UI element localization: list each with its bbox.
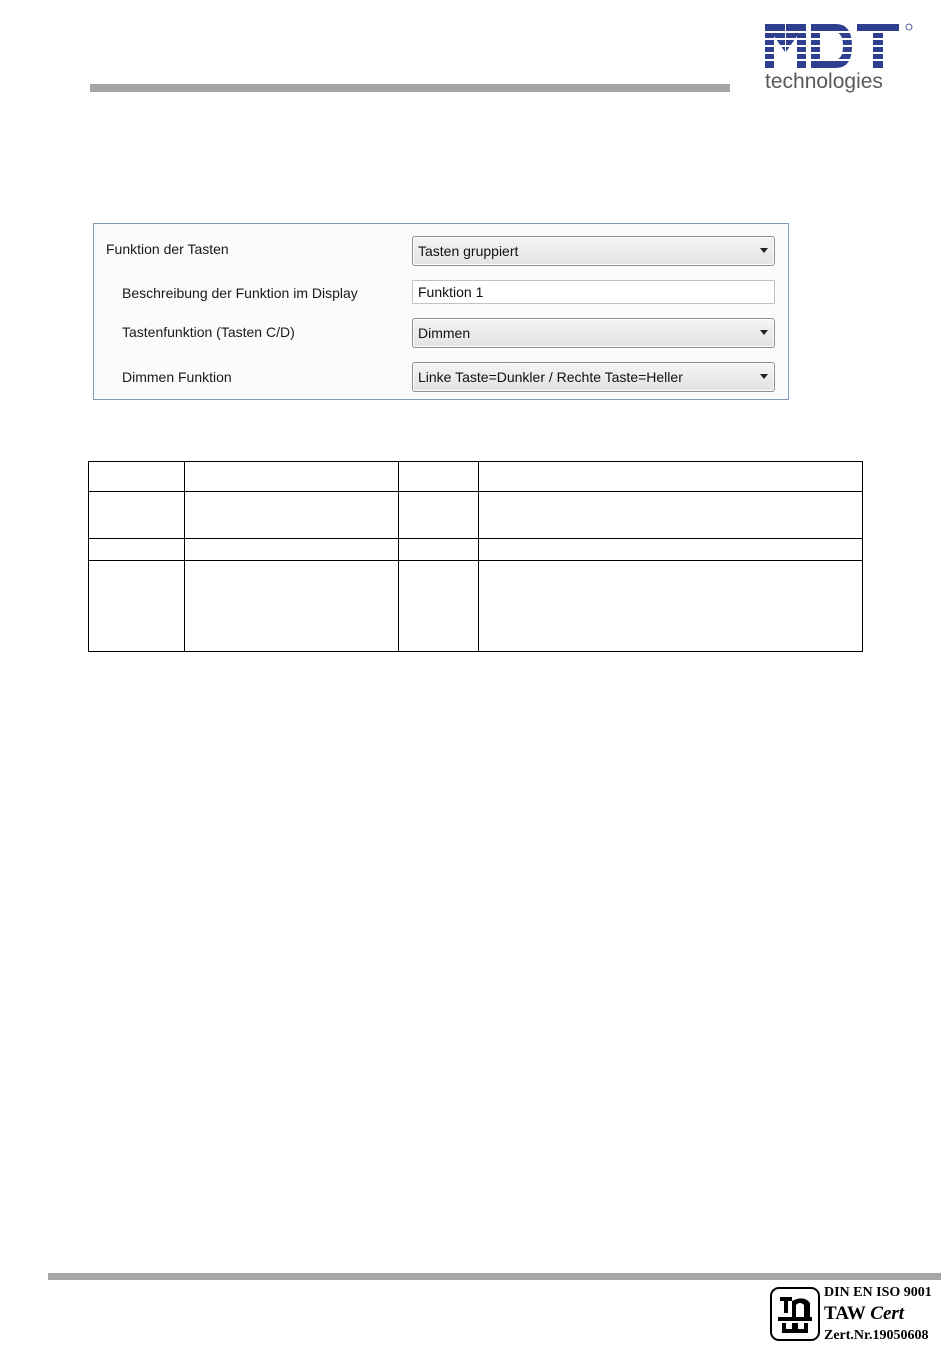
table-cell — [89, 492, 185, 539]
table-cell — [185, 561, 399, 652]
text-field-beschreibung[interactable] — [412, 280, 775, 304]
cert-brand-a: TAW — [824, 1303, 871, 1324]
table-cell — [399, 462, 479, 492]
cert-number: Zert.Nr.19050608 — [824, 1328, 929, 1343]
table-row — [89, 539, 863, 561]
chevron-down-icon — [760, 330, 768, 335]
table-row — [89, 561, 863, 652]
taw-cert-seal-icon — [770, 1287, 820, 1341]
dropdown-funktion-der-tasten[interactable] — [412, 236, 775, 266]
table-cell — [185, 462, 399, 492]
dropdown-value: Dimmen — [418, 325, 471, 341]
logo-subtext: technologies — [765, 70, 883, 93]
label-tastenfunktion: Tastenfunktion (Tasten C/D) — [122, 324, 295, 340]
table-cell — [399, 492, 479, 539]
table-cell — [399, 539, 479, 561]
chevron-down-icon — [760, 374, 768, 379]
table-row — [89, 462, 863, 492]
parameter-table — [88, 461, 863, 652]
table-cell — [185, 539, 399, 561]
label-funktion-der-tasten: Funktion der Tasten — [106, 241, 229, 257]
cert-standard: DIN EN ISO 9001 — [824, 1285, 932, 1300]
table-cell — [89, 539, 185, 561]
text-field-value: Funktion 1 — [418, 284, 484, 300]
table-cell — [89, 462, 185, 492]
dropdown-tastenfunktion[interactable] — [412, 318, 775, 348]
dropdown-value: Linke Taste=Dunkler / Rechte Taste=Heller — [418, 369, 683, 385]
dropdown-dimmen-funktion[interactable] — [412, 362, 775, 392]
table-cell — [479, 492, 863, 539]
label-beschreibung: Beschreibung der Funktion im Display — [122, 285, 358, 301]
cert-brand — [824, 1304, 904, 1324]
table-cell — [89, 561, 185, 652]
table-cell — [185, 492, 399, 539]
header-rule — [90, 84, 730, 92]
dropdown-value: Tasten gruppiert — [418, 243, 519, 259]
table-cell — [399, 561, 479, 652]
chevron-down-icon — [760, 248, 768, 253]
footer-rule — [48, 1273, 941, 1280]
label-dimmen-funktion: Dimmen Funktion — [122, 369, 232, 385]
cert-brand-b: Cert — [870, 1303, 905, 1324]
table-cell — [479, 539, 863, 561]
table-cell — [479, 561, 863, 652]
table-cell — [479, 462, 863, 492]
table-row — [89, 492, 863, 539]
